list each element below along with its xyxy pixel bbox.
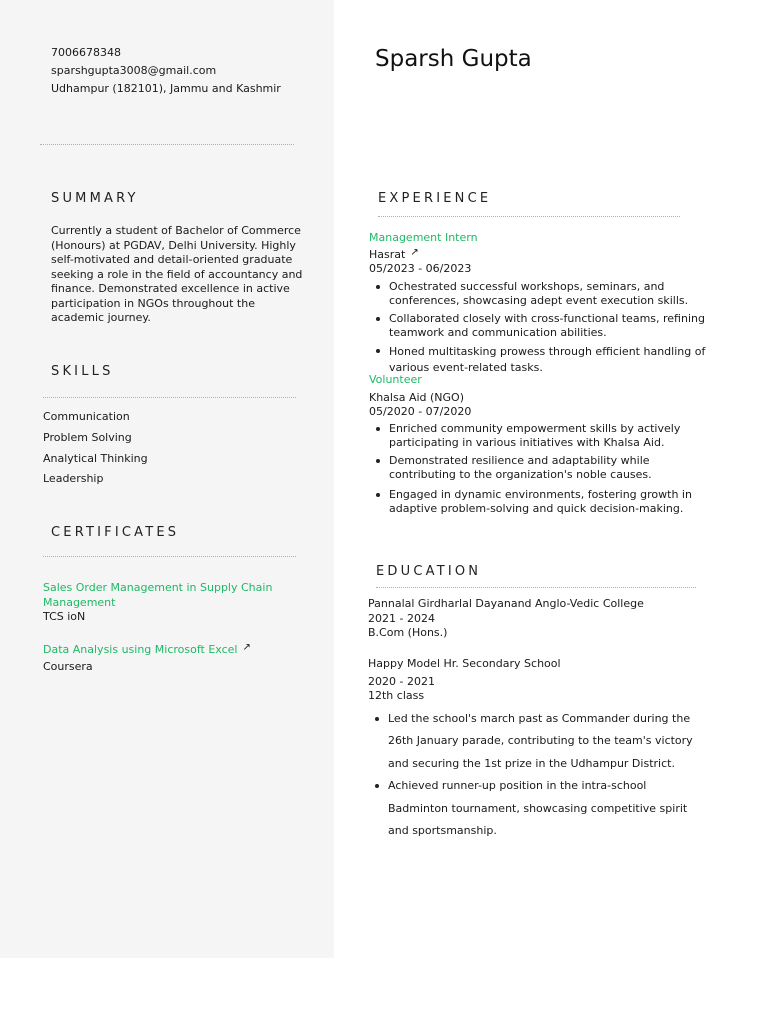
company-name: Hasrat — [369, 247, 406, 261]
job-title-link[interactable]: Management Intern — [369, 231, 478, 244]
degree: B.Com (Hons.) — [368, 626, 448, 639]
candidate-name: Sparsh Gupta — [375, 46, 532, 72]
divider — [43, 556, 296, 557]
bullet-item: Honed multitasking prowess through efficient handling of various event-related tasks. — [369, 344, 709, 376]
experience-heading: EXPERIENCE — [378, 191, 492, 206]
bullet-item: Enriched community empowerment skills by actively participating in various initiatives with Khalsa Aid. — [369, 422, 709, 450]
email: sparshgupta3008@gmail.com — [51, 64, 217, 77]
job-dates: 05/2023 - 06/2023 — [369, 262, 472, 275]
divider — [43, 397, 296, 398]
bullet-item: Achieved runner-up position in the intra-school Badminton tournament, showcasing competitive spirit and sportsmanship. — [368, 775, 693, 843]
divider — [378, 216, 680, 217]
bullet-item: Ochestrated successful workshops, seminars, and conferences, showcasing adept event execution skills. — [369, 280, 709, 308]
education-item — [368, 657, 708, 843]
school-name: Happy Model Hr. Secondary School — [368, 657, 561, 670]
bullet-item: Engaged in dynamic environments, fostering growth in adaptive problem-solving and quick decision-making. — [369, 488, 709, 516]
school-name: Pannalal Girdharlal Dayanand Anglo-Vedic College — [368, 597, 644, 610]
education-dates: 2021 - 2024 — [368, 611, 435, 625]
experience-item — [369, 231, 709, 376]
job-bullets — [369, 280, 709, 376]
certificate-issuer: TCS ioN — [43, 610, 86, 623]
education-dates: 2020 - 2021 — [368, 674, 435, 688]
address: Udhampur (182101), Jammu and Kashmir — [51, 82, 281, 95]
divider — [376, 587, 696, 588]
job-dates: 05/2020 - 07/2020 — [369, 405, 472, 418]
bullet-item: Led the school's march past as Commander during the 26th January parade, contributing to the team's victory and securing the 1st prize in the Udhampur District. — [368, 708, 693, 776]
certificates-heading: CERTIFICATES — [51, 525, 180, 540]
external-link-icon[interactable]: ↗ — [242, 642, 251, 653]
education-bullets — [368, 708, 693, 843]
education-item — [368, 597, 708, 641]
skill-item: Leadership — [43, 472, 104, 485]
summary-heading: SUMMARY — [51, 191, 139, 206]
job-title-link[interactable]: Volunteer — [369, 373, 422, 386]
skill-item: Communication — [43, 410, 130, 423]
job-bullets — [369, 422, 709, 516]
skill-item: Problem Solving — [43, 431, 132, 444]
skills-heading: SKILLS — [51, 364, 114, 379]
education-heading: EDUCATION — [376, 564, 482, 579]
contact-block — [51, 46, 281, 100]
certificate-issuer: Coursera — [43, 659, 93, 673]
certificate-item — [43, 581, 298, 625]
summary-text: Currently a student of Bachelor of Commerce (Honours) at PGDAV, Delhi University. Highly self-motivated and detail-oriented graduate seeking a role in the field of accountancy and finance. Demonstrated excellence in active participation in NGOs throughout the academic journey. — [51, 224, 303, 324]
certificate-title-link[interactable]: Data Analysis using Microsoft Excel — [43, 643, 238, 656]
certificate-title-link[interactable]: Sales Order Management in Supply Chain Management — [43, 581, 273, 609]
degree: 12th class — [368, 689, 425, 702]
company-name: Khalsa Aid (NGO) — [369, 390, 465, 404]
phone: 7006678348 — [51, 46, 121, 59]
certificate-item — [43, 641, 298, 674]
bullet-item: Demonstrated resilience and adaptability while contributing to the organization's noble causes. — [369, 454, 709, 482]
skills-list — [43, 410, 148, 492]
divider — [40, 144, 294, 145]
bullet-item: Collaborated closely with cross-functional teams, refining teamwork and communication abilities. — [369, 312, 709, 340]
skill-item: Analytical Thinking — [43, 452, 148, 465]
external-link-icon[interactable]: ↗ — [410, 246, 419, 258]
experience-item — [369, 373, 709, 516]
